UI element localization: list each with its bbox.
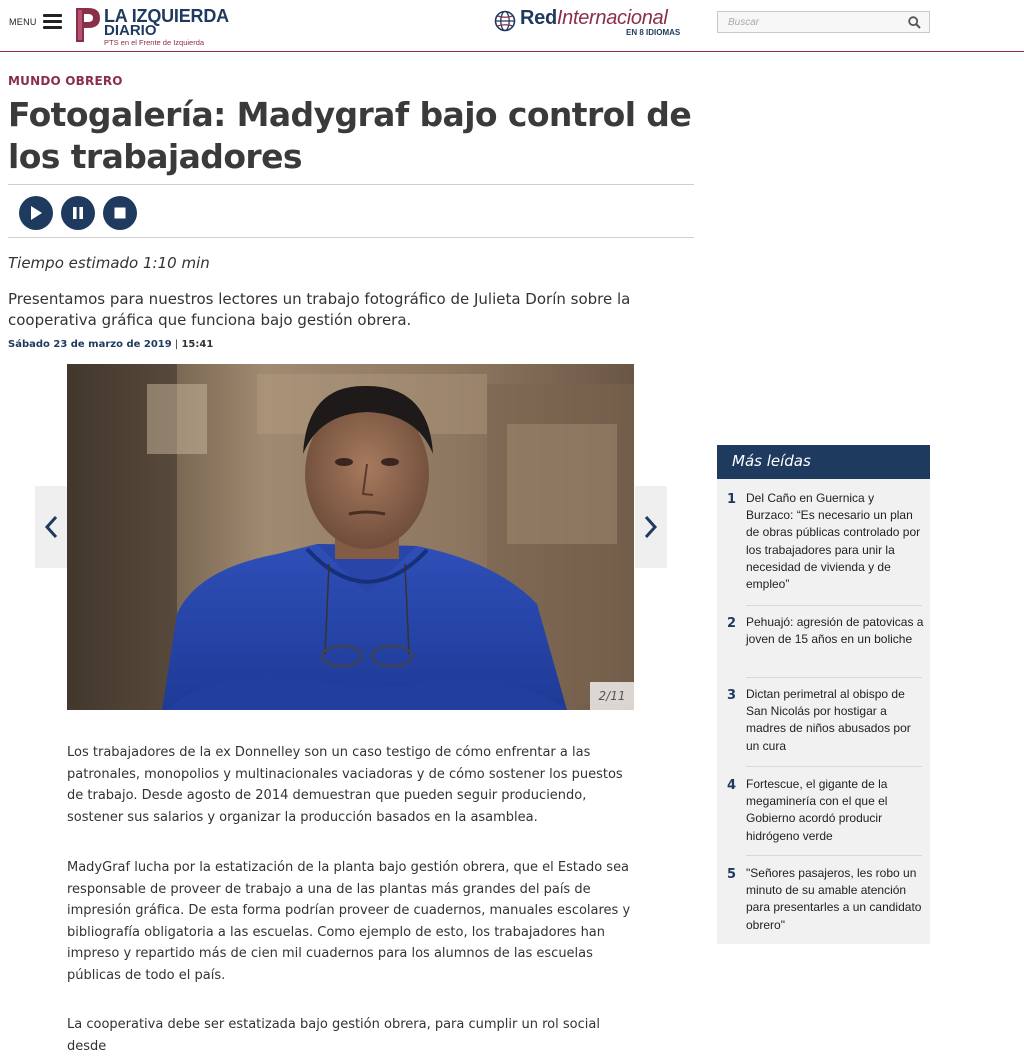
pause-button[interactable] [61, 196, 95, 230]
gallery-next-button[interactable] [635, 486, 667, 568]
most-read-number: 4 [727, 778, 737, 793]
most-read-link[interactable]: Del Caño en Guernica y Burzaco: “Es necesario un plan de obras públicas controlado por los trabajadores para unir la necesidad de vivienda y de empleo” [746, 491, 921, 592]
article-lead: Presentamos para nuestros lectores un trabajo fotográfico de Julieta Dorín sobre la cooperativa gráfica que funciona bajo gestión obrera. [8, 290, 631, 329]
search-box [717, 11, 930, 33]
article-dateline [8, 339, 213, 350]
gallery-counter: 2/11 [590, 682, 634, 710]
article-paragraph: MadyGraf lucha por la estatización de la planta bajo gestión obrera, que el Estado sea responsable de proveer de trabajo a una de las plantas más grandes del país de impresión gráfica. De esta forma podrían proveer de cuadernos, manuales escolares y bibliografía obligatoria a las escuelas. Como ejemplo de esto, los trabajadores han impreso y repartido más de cien mil cuadernos para los alumnos de las escuelas públicas de todo el país. [67, 860, 631, 983]
most-read-link[interactable]: Pehuajó: agresión de patovicas a joven de 15 años en un boliche [746, 615, 924, 647]
audio-divider [8, 237, 694, 238]
most-read-link[interactable]: Dictan perimetral al obispo de San Nicolás por hostigar a madres de niños abusados por un cura [746, 687, 911, 753]
most-read-title: Más leídas [717, 445, 930, 479]
article-time: 15:41 [181, 339, 214, 350]
most-read-number: 1 [727, 492, 737, 507]
site-logo[interactable] [74, 6, 244, 46]
search-input[interactable] [718, 17, 898, 28]
most-read-number: 3 [727, 688, 737, 703]
play-button[interactable] [19, 196, 53, 230]
chevron-left-icon [43, 515, 59, 539]
red-internacional-title: RedInternacional [520, 7, 668, 29]
date-separator: | [171, 339, 182, 350]
globe-icon [494, 10, 516, 32]
article-paragraph: Los trabajadores de la ex Donnelley son un caso testigo de cómo enfrentar a las patronales, monopolios y multinacionales vaciadoras y de cómo sostener los puestos de trabajo. Desde agosto de 2014 demuestran que pueden seguir produciendo, sostener sus salarios y organizar la producción basados en la asamblea. [67, 745, 623, 825]
logo-flag-icon [74, 6, 104, 44]
list-divider [746, 855, 922, 856]
hamburger-menu-icon [43, 14, 62, 29]
article-paragraph: La cooperativa debe ser estatizada bajo gestión obrera, para cumplir un rol social desde [67, 1017, 600, 1054]
play-icon [29, 205, 43, 221]
stop-icon [113, 206, 127, 220]
most-read-link[interactable]: "Señores pasajeros, les robo un minuto de su amable atención para presentarles a un candidato obrero" [746, 866, 922, 932]
logo-line1: LA IZQUIERDA [104, 6, 229, 26]
chevron-right-icon [643, 515, 659, 539]
site-header [0, 0, 1024, 52]
reading-time: Tiempo estimado 1:10 min [8, 254, 210, 272]
most-read-number: 2 [727, 616, 737, 631]
red-internacional-link[interactable] [494, 8, 694, 42]
article-title: Fotogalería: Madygraf bajo control de los trabajadores [8, 95, 692, 176]
stop-button[interactable] [103, 196, 137, 230]
red-internacional-subtitle: EN 8 IDIOMAS [626, 28, 681, 37]
most-read-number: 5 [727, 867, 737, 882]
list-divider [746, 677, 922, 678]
logo-tagline: PTS en el Frente de Izquierda [104, 38, 205, 47]
menu-label: MENU [9, 16, 37, 27]
section-label[interactable]: MUNDO OBRERO [8, 74, 123, 88]
menu-button[interactable] [9, 14, 62, 29]
article-date: Sábado 23 de marzo de 2019 [8, 339, 172, 350]
pause-icon [71, 206, 85, 220]
logo-line2: DIARIO [104, 22, 157, 39]
list-divider [746, 766, 922, 767]
audio-controls [19, 196, 137, 230]
most-read-link[interactable]: Fortescue, el gigante de la megaminería con el que el Gobierno acordó producir hidrógeno verde [746, 777, 888, 843]
search-icon[interactable] [908, 16, 921, 29]
gallery-prev-button[interactable] [35, 486, 67, 568]
gallery-photo [67, 364, 634, 710]
title-divider [8, 184, 694, 185]
photo-gallery[interactable] [67, 364, 634, 710]
most-read-widget [717, 445, 930, 944]
list-divider [746, 605, 922, 606]
